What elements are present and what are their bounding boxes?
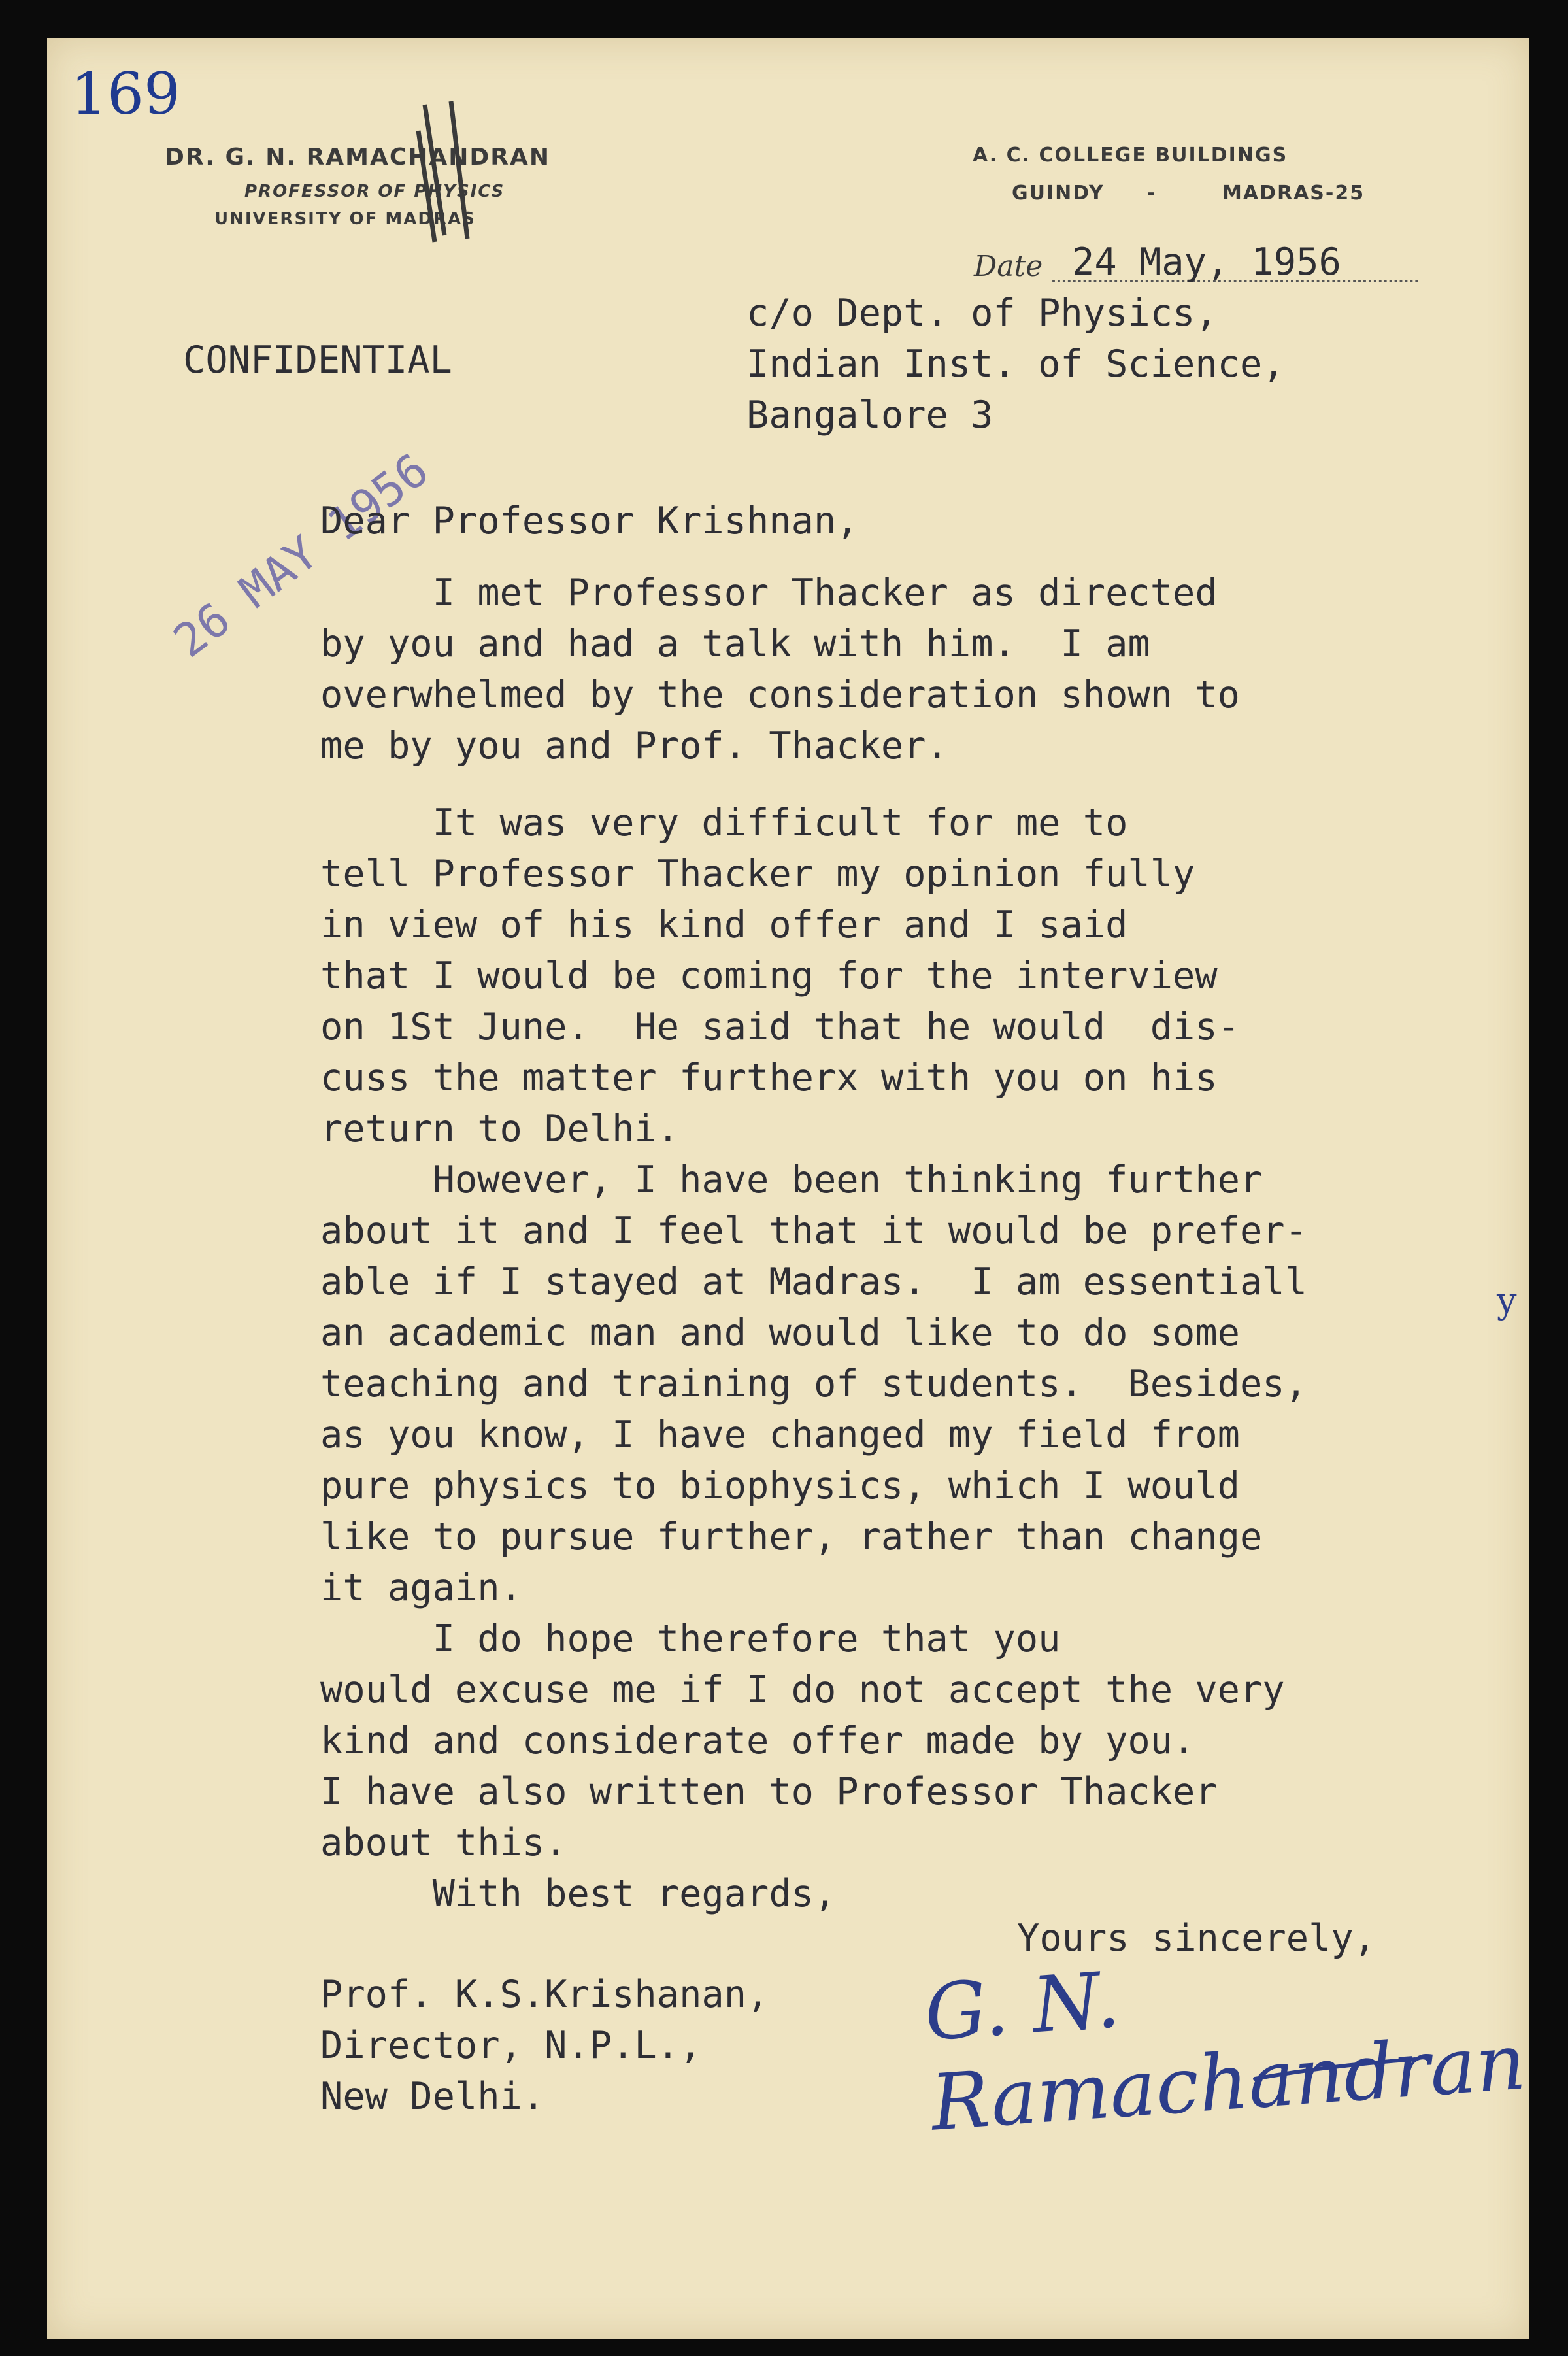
letterhead-university: UNIVERSITY OF MADRAS (214, 209, 476, 229)
body-line: as you know, I have changed my field from (320, 1413, 1240, 1456)
recipient-line: Director, N.P.L., (320, 2024, 702, 2067)
body-line: teaching and training of students. Besides, (320, 1362, 1307, 1405)
letterhead-title: PROFESSOR OF PHYSICS (244, 182, 505, 201)
body-line: return to Delhi. (320, 1107, 680, 1151)
recipient-line: Prof. K.S.Krishanan, (320, 1973, 769, 2016)
body-line: overwhelmed by the consideration shown to (320, 673, 1240, 716)
letterhead-separator: - (1147, 182, 1157, 205)
body-line: by you and had a talk with him. I am (320, 622, 1150, 665)
closing: Yours sincerely, (1017, 1917, 1376, 1960)
salutation: Dear Professor Krishnan, (320, 499, 859, 543)
recipient-block (320, 1969, 769, 2122)
handwritten-correction: y (1497, 1280, 1517, 1321)
body-line: would excuse me if I do not accept the very (320, 1668, 1285, 1711)
body-line: like to pursue further, rather than change (320, 1515, 1263, 1558)
body-line: in view of his kind offer and I said (320, 903, 1128, 947)
body-line: able if I stayed at Madras. I am essentiall (320, 1260, 1307, 1304)
pen-mark (405, 92, 497, 248)
letterhead-city: GUINDY (1012, 182, 1105, 205)
body-line: It was very difficult for me to (320, 801, 1128, 845)
address-line: Bangalore 3 (746, 394, 993, 437)
body-line: I have also written to Professor Thacker (320, 1770, 1218, 1813)
sender-address (746, 288, 1285, 441)
body-line: me by you and Prof. Thacker. (320, 724, 948, 767)
address-line: c/o Dept. of Physics, (746, 292, 1218, 335)
body-line: on 1St June. He said that he would dis- (320, 1005, 1240, 1049)
received-date-stamp: 26 MAY 1956 (163, 443, 439, 668)
body-line: an academic man and would like to do some (320, 1311, 1240, 1355)
date-label: Date (974, 250, 1043, 283)
recipient-line: New Delhi. (320, 2075, 545, 2118)
body-line: kind and considerate offer made by you. (320, 1719, 1195, 1762)
body-line: about this. (320, 1821, 567, 1864)
letterhead-name: DR. G. N. RAMACHANDRAN (165, 144, 550, 171)
body-line: cuss the matter furtherx with you on his (320, 1056, 1218, 1100)
body-line: However, I have been thinking further (320, 1158, 1263, 1202)
body-line: that I would be coming for the interview (320, 954, 1218, 998)
letter-body (320, 567, 1307, 1919)
date-value: 24 May, 1956 (1072, 241, 1341, 284)
body-line: about it and I feel that it would be prefer- (320, 1209, 1307, 1253)
body-line: pure physics to biophysics, which I would (320, 1464, 1240, 1507)
letterhead-pin: MADRAS-25 (1222, 182, 1365, 205)
address-line: Indian Inst. of Science, (746, 343, 1285, 386)
body-line: I met Professor Thacker as directed (320, 571, 1218, 614)
folio-number: 169 (71, 60, 180, 127)
letterhead-address: A. C. COLLEGE BUILDINGS (973, 144, 1288, 167)
confidential-label: CONFIDENTIAL (183, 339, 452, 382)
body-line: it again. (320, 1566, 522, 1609)
signature-underline (1248, 2053, 1425, 2092)
body-line: I do hope therefore that you (320, 1617, 1061, 1660)
body-line: tell Professor Thacker my opinion fully (320, 852, 1195, 896)
signature: G. N. Ramachandran (922, 1954, 1529, 2148)
body-line: With best regards, (320, 1872, 837, 1915)
